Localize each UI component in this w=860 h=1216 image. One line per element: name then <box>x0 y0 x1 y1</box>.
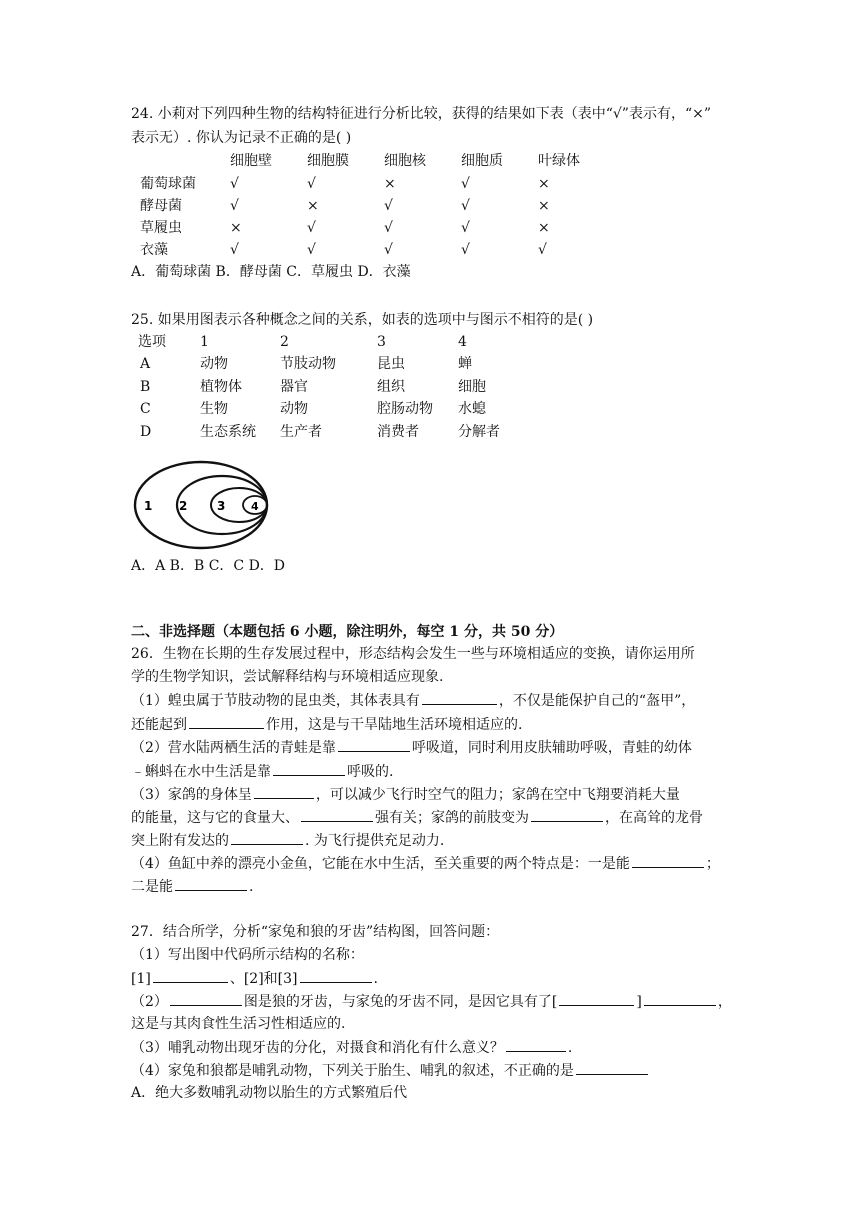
q24-cell: √ <box>461 220 470 236</box>
q26-text: . 为飞行提供充足动力. <box>305 833 445 849</box>
q24-cell: √ <box>307 220 316 236</box>
q24-row-name: 酵母菌 <box>140 198 182 214</box>
answer-blank[interactable] <box>559 991 634 1006</box>
q26-text: 强有关；家鸽的前肢变为 <box>375 810 529 826</box>
q27-stem: 27．结合所学，分析“家兔和狼的牙齿”结构图，回答问题： <box>131 924 500 940</box>
q25-cell: 腔肠动物 <box>377 401 433 417</box>
q24-stem-line1: 24. 小莉对下列四种生物的结构特征进行分析比较，获得的结果如下表（表中“√”表示有，“×” <box>131 106 711 122</box>
q24-cell: × <box>384 176 396 192</box>
q27-part2-line1 <box>131 991 732 1012</box>
q26-part2-line1 <box>131 737 692 758</box>
answer-blank[interactable] <box>170 991 242 1006</box>
q24-cell: √ <box>538 242 547 258</box>
q24-col-header: 细胞核 <box>384 153 426 169</box>
q25-cell: D <box>140 424 152 440</box>
q26-text: . <box>249 879 254 895</box>
q26-part3-line3 <box>131 830 444 851</box>
q27-text: [1] <box>131 971 151 987</box>
q24-cell: √ <box>384 220 393 236</box>
q27-part1-line1: （1）写出图中代码所示结构的名称： <box>131 947 364 963</box>
ellipse-1 <box>135 462 267 548</box>
q26-part4-line2 <box>131 876 253 897</box>
q24-col-header: 细胞膜 <box>307 153 349 169</box>
q24-cell: √ <box>384 198 393 214</box>
q25-cell: 昆虫 <box>377 356 405 372</box>
q25-cell: C <box>140 401 151 417</box>
q27-text: ， <box>717 994 732 1010</box>
q26-stem-line1: 26．生物在长期的生存发展过程中，形态结构会发生一些与环境相适应的变换，请你运用所 <box>131 646 695 662</box>
q25-col-header: 4 <box>458 334 467 350</box>
q25-stem: 25. 如果用图表示各种概念之间的关系，如表的选项中与图示不相符的是( ) <box>131 312 594 328</box>
q24-cell: √ <box>307 242 316 258</box>
q27-text: ] <box>636 994 642 1010</box>
answer-blank[interactable] <box>300 968 372 983</box>
q24-cell: √ <box>230 176 239 192</box>
answer-blank[interactable] <box>422 690 497 705</box>
q26-part3-line2 <box>131 807 703 828</box>
q26-text: ﹣蝌蚪在水中生活是靠 <box>131 764 271 780</box>
section-heading: 二、非选择题（本题包括 6 小题，除注明外，每空 1 分，共 50 分） <box>131 624 564 640</box>
q25-cell: A <box>140 356 151 372</box>
q26-text: 还能起到 <box>131 717 187 733</box>
q25-cell: 生态系统 <box>200 424 256 440</box>
q24-stem-line2: 表示无）. 你认为记录不正确的是( ) <box>131 130 352 146</box>
q25-col-header: 选项 <box>138 334 166 350</box>
q26-text: ，在高耸的龙骨 <box>605 810 703 826</box>
diagram-label-2: 2 <box>179 499 188 513</box>
diagram-label-1: 1 <box>144 499 153 513</box>
q27-text: . <box>373 971 378 987</box>
q26-text: ，可以减少飞行时空气的阻力；家鸽在空中飞翔要消耗大量 <box>315 787 680 803</box>
q24-cell: × <box>307 198 319 214</box>
q26-text: （3）家鸽的身体呈 <box>131 787 252 803</box>
q26-part1-line2 <box>131 714 522 735</box>
q24-cell: √ <box>384 242 393 258</box>
q24-cell: √ <box>461 176 470 192</box>
q25-cell: B <box>140 379 151 395</box>
answer-blank[interactable] <box>506 1037 566 1052</box>
answer-blank[interactable] <box>644 991 716 1006</box>
q25-cell: 消费者 <box>377 424 419 440</box>
q24-col-header: 细胞壁 <box>230 153 272 169</box>
answer-blank[interactable] <box>254 784 314 799</box>
q26-text: （4）鱼缸中养的漂亮小金鱼，它能在水中生活，至关重要的两个特点是：一是能 <box>131 856 630 872</box>
q26-part1-line1 <box>131 690 695 711</box>
q25-col-header: 3 <box>377 334 386 350</box>
q25-cell: 节肢动物 <box>280 356 336 372</box>
q24-cell: √ <box>307 176 316 192</box>
answer-blank[interactable] <box>189 714 264 729</box>
q27-text: （2） <box>131 994 168 1010</box>
q25-cell: 组织 <box>377 379 405 395</box>
q26-part4-line1 <box>131 853 720 874</box>
q27-option-a: A．绝大多数哺乳动物以胎生的方式繁殖后代 <box>131 1085 408 1101</box>
diagram-label-4: 4 <box>251 500 259 513</box>
q26-text: 呼吸的. <box>347 764 394 780</box>
q26-stem-line2: 学的生物学知识，尝试解释结构与环境相适应现象. <box>131 669 444 685</box>
q27-text: （3）哺乳动物出现牙齿的分化，对摄食和消化有什么意义？ <box>131 1040 504 1056</box>
q25-cell: 细胞 <box>458 379 486 395</box>
q25-cell: 动物 <box>280 401 308 417</box>
q25-cell: 生产者 <box>280 424 322 440</box>
q25-cell: 分解者 <box>458 424 500 440</box>
nested-concept-diagram <box>131 459 271 555</box>
q25-cell: 动物 <box>200 356 228 372</box>
q24-cell: √ <box>230 242 239 258</box>
q26-text: 突上附有发达的 <box>131 833 229 849</box>
q27-text: （4）家兔和狼都是哺乳动物，下列关于胎生、哺乳的叙述，不正确的是 <box>131 1063 574 1079</box>
q27-text: . <box>567 1040 573 1056</box>
q26-text: （2）营水陆两栖生活的青蛙是靠 <box>131 740 336 756</box>
diagram-label-3: 3 <box>217 499 226 513</box>
q26-text: 呼吸道，同时利用皮肤辅助呼吸，青蛙的幼体 <box>411 740 692 756</box>
answer-blank[interactable] <box>632 853 704 868</box>
q24-options: A．葡萄球菌 B．酵母菌 C．草履虫 D．衣藻 <box>131 264 411 280</box>
q24-cell: × <box>538 220 550 236</box>
q27-text: 图是狼的牙齿，与家兔的牙齿不同，是因它具有了[ <box>243 994 558 1010</box>
q26-part3-line1 <box>131 784 680 805</box>
q27-text: 、[2]和[3] <box>229 971 298 987</box>
q24-cell: √ <box>461 242 470 258</box>
q26-text: ，不仅是能保护自己的“盔甲”， <box>498 693 696 709</box>
q26-text: （1）蝗虫属于节肢动物的昆虫类，其体表具有 <box>131 693 420 709</box>
q26-text: 二是能 <box>131 879 173 895</box>
answer-blank[interactable] <box>153 968 228 983</box>
q24-row-name: 葡萄球菌 <box>140 176 196 192</box>
q25-cell: 水螅 <box>458 401 486 417</box>
q24-col-header: 细胞质 <box>461 153 503 169</box>
q25-options: A．A B．B C．C D．D <box>131 558 286 574</box>
q27-part3 <box>131 1037 572 1058</box>
q26-text: 的能量，这与它的食量大、 <box>131 810 299 826</box>
q26-text: ； <box>705 856 720 872</box>
q25-cell: 生物 <box>200 401 228 417</box>
q25-cell: 器官 <box>280 379 308 395</box>
q25-cell: 植物体 <box>200 379 242 395</box>
q25-col-header: 2 <box>280 334 289 350</box>
q27-part1-line2 <box>131 968 378 989</box>
q27-part2-line2: 这是与其肉食性生活习性相适应的. <box>131 1016 346 1032</box>
answer-blank[interactable] <box>576 1060 648 1075</box>
q24-cell: √ <box>461 198 470 214</box>
q24-cell: × <box>230 220 242 236</box>
q24-cell: × <box>538 176 550 192</box>
answer-blank[interactable] <box>175 876 247 891</box>
q25-col-header: 1 <box>200 334 209 350</box>
q24-cell: √ <box>230 198 239 214</box>
answer-blank[interactable] <box>338 737 410 752</box>
answer-blank[interactable] <box>273 761 345 776</box>
q25-cell: 蝉 <box>458 356 472 372</box>
q24-row-name: 草履虫 <box>140 220 182 236</box>
q24-col-header: 叶绿体 <box>538 153 580 169</box>
q27-part4 <box>131 1060 650 1081</box>
q24-row-name: 衣藻 <box>140 242 168 258</box>
answer-blank[interactable] <box>231 830 303 845</box>
q24-cell: × <box>538 198 550 214</box>
q26-part2-line2 <box>131 761 393 782</box>
answer-blank[interactable] <box>301 807 373 822</box>
answer-blank[interactable] <box>531 807 603 822</box>
q26-text: 作用，这是与干旱陆地生活环境相适应的. <box>266 717 523 733</box>
